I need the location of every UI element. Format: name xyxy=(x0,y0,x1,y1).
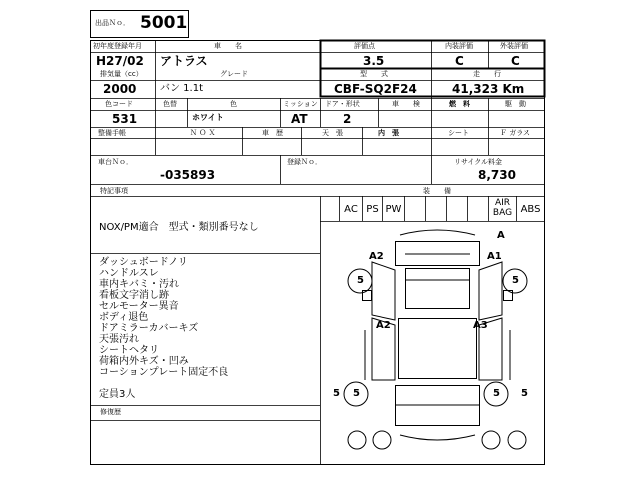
lot-number-label: 出品Ｎｏ． xyxy=(95,19,130,27)
color-label: 色 xyxy=(230,100,237,108)
recycle-label: リサイクル料金 xyxy=(454,158,503,166)
interior-label: 内装評価 xyxy=(445,42,473,50)
color-change-label: 色替 xyxy=(163,100,177,108)
model-label: 型 式 xyxy=(360,70,388,78)
drive-label: 駆 動 xyxy=(505,100,526,108)
color-value: ホワイト xyxy=(192,113,224,122)
damage-front-right: A1 xyxy=(487,251,502,262)
repair-history-label: 修復歴 xyxy=(100,408,121,416)
capacity-note: 定員3人 xyxy=(99,389,136,400)
tire-rear-left-inner-grade: 5 xyxy=(353,388,360,399)
color-code-value: 531 xyxy=(112,112,138,126)
damage-front: A xyxy=(497,230,505,241)
model-value: CBF-SQ2F24 xyxy=(334,82,417,96)
remark-line: ダッシュボードノリ xyxy=(99,257,188,268)
seat-label: シート xyxy=(448,129,469,137)
remark-line: シートヘタリ xyxy=(99,345,159,356)
f-glass-label: Ｆ ガラス xyxy=(500,129,531,137)
remark-line: 車内キバミ・汚れ xyxy=(99,279,179,290)
displacement-value: 2000 xyxy=(103,82,137,96)
maintenance-label: 整備手帳 xyxy=(98,129,126,137)
transmission-value: AT xyxy=(291,112,308,126)
inspection-label: 車 検 xyxy=(392,100,420,108)
chassis-no-label: 車台Ｎｏ． xyxy=(98,158,133,166)
fuel-label: 燃 料 xyxy=(449,100,470,108)
tire-rear-left-outer-grade: 5 xyxy=(333,388,340,399)
history-label: 車 歴 xyxy=(262,129,283,137)
reg-no-label: 登録Ｎｏ． xyxy=(287,158,322,166)
remarks-title: 特記事項 xyxy=(100,187,128,195)
remark-line: ドアミラーカバーキズ xyxy=(99,323,199,334)
remark-line: セルモーター異音 xyxy=(99,301,179,312)
remark-line: 荷箱内外キズ・凹み xyxy=(99,356,189,367)
first-reg-value: H27/02 xyxy=(96,54,144,68)
interior-value: C xyxy=(455,54,464,68)
recycle-value: 8,730 xyxy=(478,168,516,182)
remark-line: 天張汚れ xyxy=(99,334,139,345)
mileage-value: 41,323 Km xyxy=(452,82,525,96)
doors-label: ドア・形状 xyxy=(325,100,360,108)
tire-front-right-grade: 5 xyxy=(512,275,519,286)
tire-rear-right-inner-grade: 5 xyxy=(493,388,500,399)
equipment-airbag: AIR BAG xyxy=(492,198,513,218)
car-name-label: 車 名 xyxy=(214,42,242,50)
damage-side-right: A3 xyxy=(473,320,488,331)
damage-front-left: A2 xyxy=(369,251,384,262)
displacement-label: 排気量（cc） xyxy=(100,70,143,78)
equipment-ac: AC xyxy=(344,204,358,215)
truck-diagram xyxy=(344,230,527,449)
grade-label: グレード xyxy=(220,70,248,78)
exterior-label: 外装評価 xyxy=(500,42,528,50)
remark-line: 看板文字消し跡 xyxy=(99,290,169,301)
remark-line: コーションプレート固定不良 xyxy=(99,367,229,378)
equipment-pw: PW xyxy=(385,204,402,215)
color-code-label: 色コード xyxy=(105,100,133,108)
sunroof-label: 天 張 xyxy=(322,129,343,137)
interior-col-label: 内 張 xyxy=(378,129,399,137)
rating-value: 3.5 xyxy=(363,54,385,68)
rating-label: 評価点 xyxy=(354,42,375,50)
equipment-abs: ABS xyxy=(520,204,541,215)
equipment-title: 装 備 xyxy=(423,187,451,195)
nox-note: NOX/PM適合 型式・類別番号なし xyxy=(99,222,259,233)
grade-value: バン 1.1t xyxy=(160,83,204,94)
nox-label: Ｎ Ｏ Ｘ xyxy=(190,129,216,137)
exterior-value: C xyxy=(511,54,520,68)
doors-value: 2 xyxy=(343,112,352,126)
equipment-ps: PS xyxy=(366,204,379,215)
car-name-value: アトラス xyxy=(160,54,208,68)
tire-rear-right-outer-grade: 5 xyxy=(521,388,528,399)
lot-number: 5001 xyxy=(140,13,188,33)
mileage-label: 走 行 xyxy=(473,70,501,78)
first-reg-label: 初年度登録年月 xyxy=(93,42,142,50)
chassis-no-value: -035893 xyxy=(160,168,216,182)
transmission-label: ミッション xyxy=(283,100,318,108)
remark-line: ボディ退色 xyxy=(99,312,149,323)
tire-front-left-grade: 5 xyxy=(357,275,364,286)
remark-line: ハンドルスレ xyxy=(99,268,159,279)
damage-side-left: A2 xyxy=(376,320,391,331)
